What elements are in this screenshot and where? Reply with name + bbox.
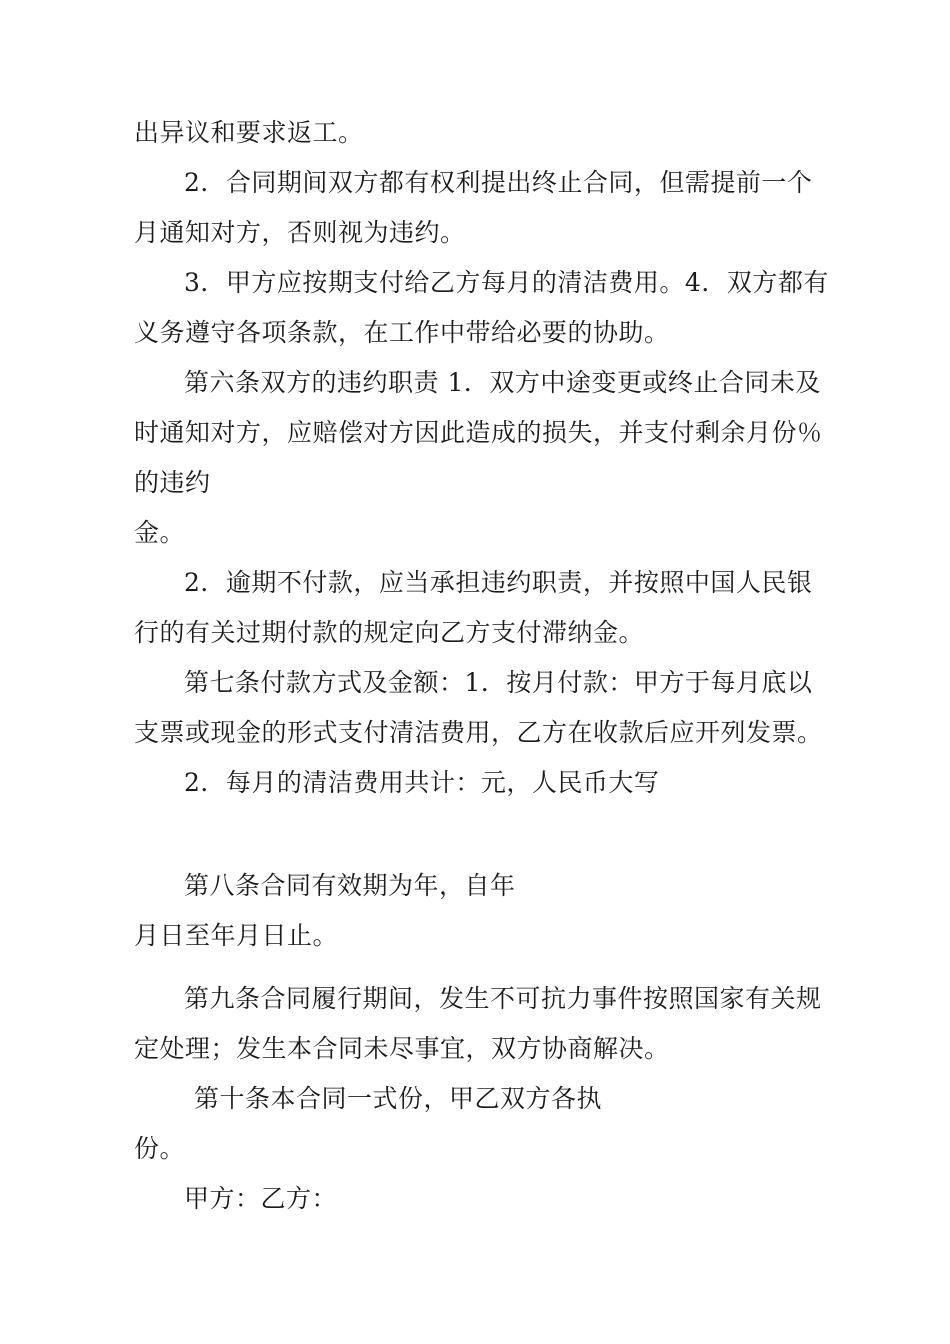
text-line: 2．逾期不付款，应当承担违约职责，并按照中国人民银 (184, 568, 813, 597)
text-line: 第七条付款方式及金额：1．按月付款：甲方于每月底以 (184, 668, 813, 697)
text-line: 甲方：乙方： (184, 1184, 338, 1213)
text-line: 支票或现金的形式支付清洁费用，乙方在收款后应开列发票。 (134, 718, 823, 747)
text-line: 义务遵守各项条款，在工作中带给必要的协助。 (134, 318, 670, 347)
text-line: 2．每月的清洁费用共计：元，人民币大写 (184, 768, 660, 797)
text-line: 出异议和要求返工。 (134, 118, 364, 147)
text-line: 第六条双方的违约职责 1．双方中途变更或终止合同未及 (184, 368, 821, 397)
text-line: 3．甲方应按期支付给乙方每月的清洁费用。4．双方都有 (184, 268, 829, 297)
text-line: 第十条本合同一式份，甲乙双方各执 (194, 1084, 603, 1113)
text-line: 份。 (134, 1134, 186, 1163)
text-line: 金。 (134, 518, 186, 547)
text-line: 第九条合同履行期间，发生不可抗力事件按照国家有关规 (184, 984, 822, 1013)
text-line: 行的有关过期付款的规定向乙方支付滞纳金。 (134, 618, 645, 647)
text-line: 2．合同期间双方都有权利提出终止合同，但需提前一个 (184, 168, 813, 197)
text-line: 月日至年月日止。 (134, 921, 339, 950)
text-line: 的违约 (134, 468, 211, 497)
text-line: 月通知对方，否则视为违约。 (134, 218, 466, 247)
text-line: 定处理；发生本合同未尽事宜，双方协商解决。 (134, 1034, 670, 1063)
text-line: 时通知对方，应赔偿对方因此造成的损失，并支付剩余月份％ (134, 418, 823, 447)
text-line: 第八条合同有效期为年，自年 (184, 871, 516, 900)
